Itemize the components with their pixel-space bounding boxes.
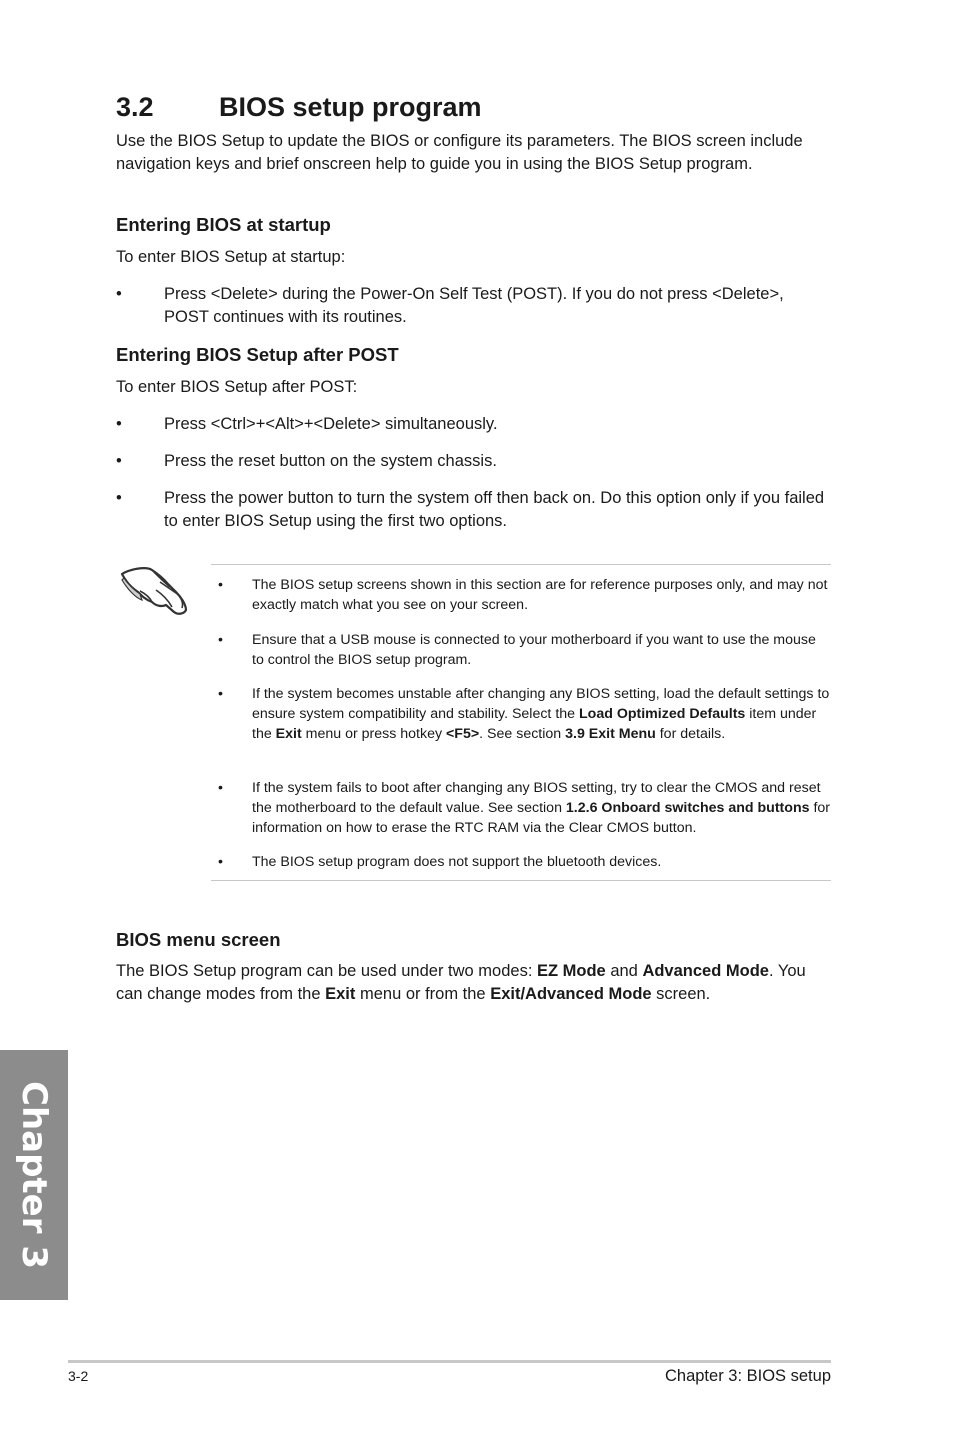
page-number: 3-2 (68, 1368, 89, 1384)
note-item (218, 684, 830, 744)
text-run: menu or press hotkey (301, 726, 447, 742)
note-divider-bottom (211, 880, 831, 881)
note-item (218, 575, 830, 615)
section-title (116, 88, 482, 126)
heading-entering-bios-startup: Entering BIOS at startup (116, 214, 331, 235)
after-post-lead: To enter BIOS Setup after POST: (116, 378, 358, 396)
ez-mode-term: EZ Mode (536, 962, 606, 980)
text-run: If the system becomes unstable after changing any BIOS setting, load the default settings to ensure system compatibility and stability. Select the (252, 686, 830, 722)
note-divider-top (211, 564, 831, 565)
text-run: The BIOS Setup program can be used under two modes: (116, 962, 537, 980)
bullet-marker: • (218, 780, 223, 796)
section-title-text: BIOS setup program (219, 92, 482, 122)
bullet-marker: • (218, 577, 223, 593)
bullet-marker: • (218, 632, 223, 648)
exit-term: Exit (275, 726, 302, 742)
text-run: for details. (655, 726, 726, 742)
pointing-hand-icon (116, 560, 190, 620)
note-text: The BIOS setup program does not support the bluetooth devices. (252, 854, 662, 870)
text-run: . You can change modes from the (116, 962, 806, 1003)
exit-menu-section-ref: 3.9 Exit Menu (565, 726, 656, 742)
section-number: 3.2 (116, 92, 154, 122)
bullet-marker: • (218, 686, 223, 702)
heading-bios-menu-screen: BIOS menu screen (116, 929, 281, 950)
after-post-bullet (116, 413, 831, 436)
intro-paragraph: Use the BIOS Setup to update the BIOS or configure its parameters. The BIOS screen include navigation keys and brief onscreen help to guide you in using the BIOS Setup program. (116, 132, 803, 173)
bullet-marker: • (116, 489, 122, 507)
startup-bullet (116, 283, 831, 329)
bullet-marker: • (116, 452, 122, 470)
onboard-switches-section-ref: 1.2.6 Onboard switches and buttons (565, 800, 810, 816)
after-post-bullet (116, 487, 831, 533)
note-text: The BIOS setup screens shown in this section are for reference purposes only, and may not exactly match what you see on your screen. (252, 577, 828, 613)
text-run: menu or from the (355, 985, 491, 1003)
bullet-text: Press the reset button on the system chassis. (164, 452, 497, 470)
heading-entering-bios-after-post: Entering BIOS Setup after POST (116, 344, 399, 365)
after-post-bullet (116, 450, 831, 473)
advanced-mode-term: Advanced Mode (642, 962, 769, 980)
chapter-tab-label: Chapter 3 (14, 1080, 54, 1270)
text-run: for information on how to erase the RTC RAM via the Clear CMOS button. (252, 800, 830, 836)
text-run: item under the (252, 706, 817, 742)
footer-chapter-title: Chapter 3: BIOS setup (664, 1367, 831, 1385)
bullet-text: Press <Ctrl>+<Alt>+<Delete> simultaneously. (164, 415, 498, 433)
note-text (252, 684, 830, 744)
startup-lead: To enter BIOS Setup at startup: (116, 248, 346, 266)
text-run: . See section (479, 726, 566, 742)
bullet-marker: • (218, 854, 223, 870)
bullet-text: Press the power button to turn the system off then back on. Do this option only if you failed to enter BIOS Setup using the first two options. (164, 489, 825, 530)
exit-advanced-mode-term: Exit/Advanced Mode (490, 985, 652, 1003)
footer-divider (68, 1360, 831, 1363)
chapter-tab (0, 1050, 68, 1300)
menu-screen-paragraph (116, 960, 816, 1006)
load-optimized-defaults-term: Load Optimized Defaults (578, 706, 746, 722)
note-text (252, 778, 830, 838)
f5-hotkey-term: <F5> (446, 726, 480, 742)
text-run: screen. (651, 985, 711, 1003)
text-run: and (605, 962, 643, 980)
text-run: If the system fails to boot after changing any BIOS setting, try to clear the CMOS and reset the motherboard to the default value. See section (252, 780, 821, 816)
exit-term: Exit (325, 985, 356, 1003)
bullet-marker: • (116, 415, 122, 433)
bullet-text: Press <Delete> during the Power-On Self Test (POST). If you do not press <Delete>, POST continues with its routines. (164, 285, 784, 326)
note-text: Ensure that a USB mouse is connected to your motherboard if you want to use the mouse to control the BIOS setup program. (252, 632, 816, 668)
bullet-marker: • (116, 285, 122, 303)
note-item (218, 630, 830, 670)
note-item (218, 852, 830, 872)
note-item (218, 778, 830, 838)
